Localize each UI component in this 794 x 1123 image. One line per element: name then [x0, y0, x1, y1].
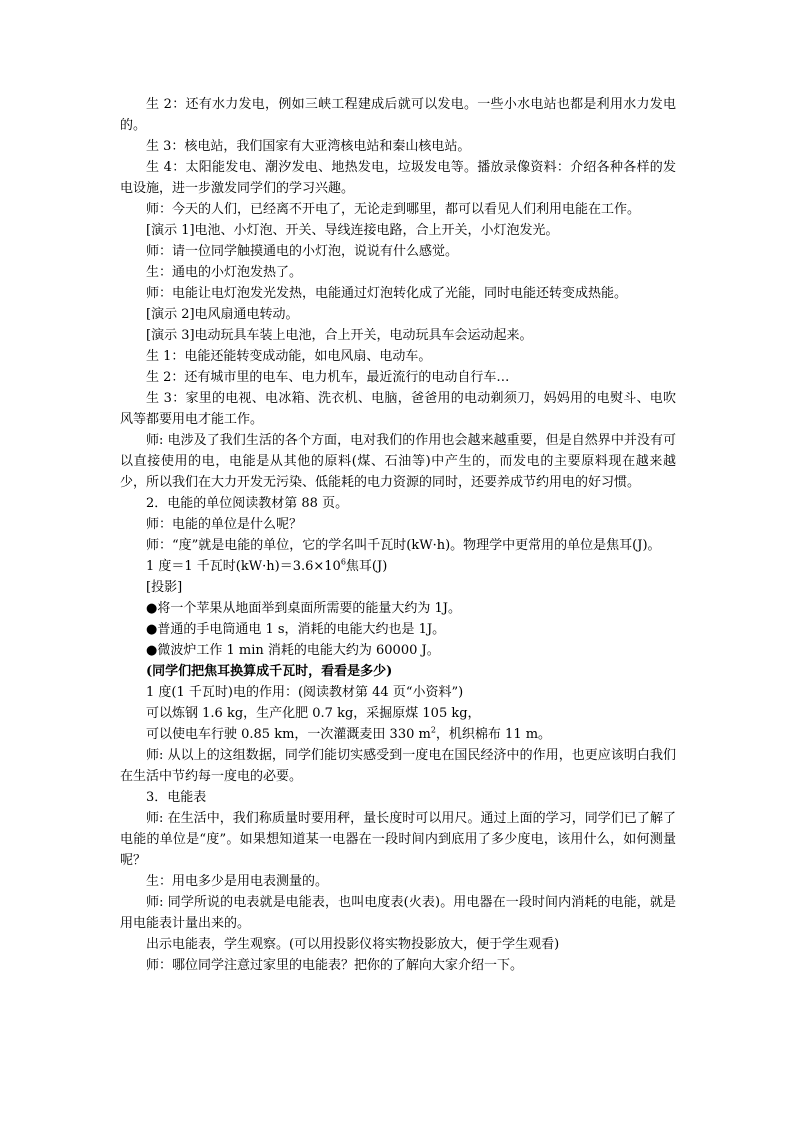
- paragraph: [演示 2]电风扇通电转动。: [146, 307, 299, 322]
- paragraph: 生 3：家里的电视、电冰箱、洗衣机、电脑，爸爸用的电动剃须刀，妈妈用的电熨斗、电吹风等都要用电才能工作。: [120, 391, 676, 427]
- formula-unit: 焦耳(J): [345, 559, 388, 574]
- bullet-item: ●将一个苹果从地面举到桌面所需要的能量大约为 1J。: [146, 601, 461, 616]
- paragraph: 师：电能让电灯泡发光发热，电能通过灯泡转化成了光能，同时电能还转变成热能。: [146, 286, 628, 301]
- bullet-item: ●普通的手电筒通电 1 s，消耗的电能大约也是 1J。: [146, 622, 446, 637]
- paragraph: 师：“度”就是电能的单位，它的学名叫千瓦时(kW·h)。物理学中更常用的单位是焦耳(J)。: [146, 538, 661, 553]
- section-heading: 2．电能的单位阅读教材第 88 页。: [146, 496, 349, 511]
- paragraph: 生 1：电能还能转变成动能，如电风扇、电动车。: [146, 349, 432, 364]
- paragraph: 1 度(1 千瓦时)电的作用：(阅读教材第 44 页“小资料”): [146, 685, 464, 700]
- document-body: [120, 94, 676, 976]
- paragraph: 生 4：太阳能发电、潮汐发电、地热发电，垃圾发电等。播放录像资料：介绍各种各样的发电设施，进一步激发同学们的学习兴趣。: [120, 160, 676, 196]
- bold-note: (同学们把焦耳换算成千瓦时，看看是多少): [146, 664, 393, 679]
- formula-exponent: 6: [340, 557, 346, 567]
- paragraph: 师: 同学所说的电表就是电能表，也叫电度表(火表)。用电器在一段时间内消耗的电能，就是用电能表计量出来的。: [120, 895, 676, 931]
- paragraph: [演示 3]电动玩具车装上电池，合上开关，电动玩具车会运动起来。: [146, 328, 533, 343]
- bullet-item: ●微波炉工作 1 min 消耗的电能大约为 60000 J。: [146, 643, 440, 658]
- paragraph: 生 3：核电站，我们国家有大亚湾核电站和秦山核电站。: [146, 139, 471, 154]
- paragraph: 生 2：还有水力发电，例如三峡工程建成后就可以发电。一些小水电站也都是利用水力发电的。: [120, 97, 676, 133]
- area-tail: ，机织棉布 11 m。: [435, 727, 552, 742]
- area-line: [120, 724, 676, 745]
- paragraph: 出示电能表，学生观察。(可以用投影仪将实物投影放大，便于学生观看): [146, 937, 560, 952]
- paragraph: 师：请一位同学触摸通电的小灯泡，说说有什么感觉。: [146, 244, 459, 259]
- formula-line: [120, 556, 676, 577]
- paragraph: 可以炼钢 1.6 kg，生产化肥 0.7 kg，采掘原煤 105 kg，: [146, 706, 481, 721]
- area-text: 可以使电车行驶 0.85 km，一次灌溉麦田 330 m: [146, 727, 431, 742]
- paragraph: [投影]: [146, 580, 183, 595]
- area-exponent: 2: [430, 725, 436, 735]
- paragraph: 生：用电多少是用电表测量的。: [146, 874, 329, 889]
- paragraph: 生：通电的小灯泡发热了。: [146, 265, 303, 280]
- paragraph: [演示 1]电池、小灯泡、开关、导线连接电路，合上开关，小灯泡发光。: [146, 223, 559, 238]
- paragraph: 师: 在生活中，我们称质量时要用秤，量长度时可以用尺。通过上面的学习，同学们已了解了电能的单位是“度”。如果想知道某一电器在一段时间内到底用了多少度电，该用什么，如何测量呢？: [120, 811, 676, 868]
- paragraph: 师: 电涉及了我们生活的各个方面，电对我们的作用也会越来越重要，但是自然界中并没有可以直接使用的电，电能是从其他的原料(煤、石油等)中产生的，而发电的主要原料现在越来越少，所以我们在大力开发无污染、低能耗的电力资源的同时，还要养成节约用电的好习惯。: [120, 433, 676, 490]
- paragraph: 师：今天的人们，已经离不开电了，无论走到哪里，都可以看见人们利用电能在工作。: [146, 202, 641, 217]
- paragraph: 生 2：还有城市里的电车、电力机车，最近流行的电动自行车…: [146, 370, 510, 385]
- formula-text: 1 度＝1 千瓦时(kW·h)＝3.6×10: [146, 559, 341, 574]
- paragraph: 师：哪位同学注意过家里的电能表？把你的了解向大家介绍一下。: [146, 958, 524, 973]
- section-heading: 3．电能表: [146, 790, 207, 805]
- paragraph: 师：电能的单位是什么呢？: [146, 517, 303, 532]
- paragraph: 师: 从以上的这组数据，同学们能切实感受到一度电在国民经济中的作用，也更应该明白我们在生活中节约每一度电的必要。: [120, 748, 676, 784]
